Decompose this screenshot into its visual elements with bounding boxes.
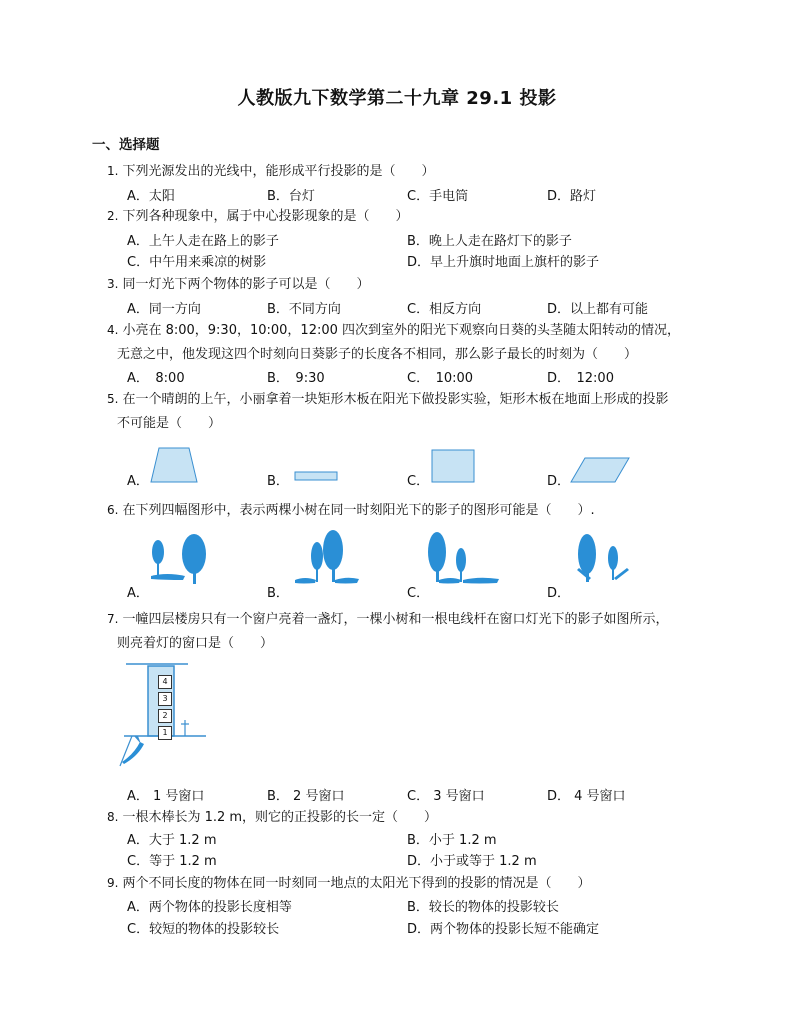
option-b[interactable]: B．较长的物体的投影较长: [407, 900, 559, 915]
option-d[interactable]: D．早上升旗时地面上旗杆的影子: [407, 255, 600, 270]
option-c[interactable]: C．等于 1.2 m: [127, 854, 217, 869]
trees-figure-d: [573, 530, 643, 590]
option-c[interactable]: C．: [407, 474, 430, 489]
option-c[interactable]: C．手电筒: [407, 189, 469, 204]
question-2-options-row2: [127, 251, 727, 273]
question-6-figures: [127, 530, 727, 600]
option-a[interactable]: A．大于 1.2 m: [127, 833, 217, 848]
question-3: [107, 273, 717, 296]
option-c[interactable]: C．中午用来乘凉的树影: [127, 255, 267, 270]
question-5-figures: [127, 440, 727, 490]
question-text-line1: 一幢四层楼房只有一个窗户亮着一盏灯，一棵小树和一根电线杆在窗口灯光下的影子如图所示，: [122, 612, 669, 627]
option-b[interactable]: B．小于 1.2 m: [407, 833, 497, 848]
option-d[interactable]: D．两个物体的投影长短不能确定: [407, 922, 600, 937]
option-a[interactable]: A．同一方向: [127, 302, 201, 317]
question-5-cont: [117, 412, 727, 435]
window-column: [158, 675, 172, 743]
option-a[interactable]: A．: [127, 474, 149, 489]
option-b[interactable]: B．: [267, 586, 289, 601]
question-number: 4.: [107, 323, 119, 337]
question-4-options: [127, 367, 727, 389]
question-6: [107, 499, 717, 522]
question-text: 一根木棒长为 1.2 m，则它的正投影的长一定（ ）: [122, 810, 438, 825]
question-7-options: [127, 785, 727, 807]
page-title: 人教版九下数学第二十九章 29.1 投影: [237, 88, 557, 109]
option-c[interactable]: C． 3 号窗口: [407, 789, 485, 804]
question-3-options: [127, 298, 727, 320]
question-7: [107, 608, 717, 631]
question-9-options-row2: [127, 918, 727, 940]
question-1: [107, 160, 717, 183]
option-d[interactable]: D．小于或等于 1.2 m: [407, 854, 537, 869]
option-a[interactable]: A．太阳: [127, 189, 175, 204]
question-text-line2: 无意之中，他发现这四个时刻向日葵影子的长度各不相同，那么影子最长的时刻为（ ）: [117, 347, 638, 362]
question-number: 1.: [107, 164, 119, 178]
question-number: 2.: [107, 209, 119, 223]
window-2: 2: [158, 709, 172, 723]
option-d[interactable]: D． 4 号窗口: [547, 789, 626, 804]
question-7-cont: [117, 632, 727, 655]
question-text: 同一灯光下两个物体的影子可以是（ ）: [122, 277, 370, 292]
question-2: [107, 205, 717, 228]
section-heading: 一、选择题: [92, 137, 160, 153]
question-text-line1: 小亮在 8:00，9:30，10:00，12:00 四次到室外的阳光下观察向日葵的头茎随太阳转动的情况，: [122, 323, 681, 338]
option-b[interactable]: B．台灯: [267, 189, 315, 204]
question-text: 下列各种现象中，属于中心投影现象的是（ ）: [122, 209, 409, 224]
option-d[interactable]: D．以上都有可能: [547, 302, 649, 317]
window-3: 3: [158, 692, 172, 706]
window-4: 4: [158, 675, 172, 689]
option-d[interactable]: D． 12:00: [547, 371, 614, 386]
option-b[interactable]: B． 2 号窗口: [267, 789, 345, 804]
option-a[interactable]: A．两个物体的投影长度相等: [127, 900, 292, 915]
question-number: 9.: [107, 876, 119, 890]
option-c[interactable]: C．相反方向: [407, 302, 482, 317]
question-5: [107, 388, 717, 411]
option-a[interactable]: A． 1 号窗口: [127, 789, 205, 804]
trapezoid-shape: [151, 448, 199, 484]
thin-rectangle-shape: [295, 472, 339, 482]
parallelogram-shape: [571, 458, 631, 484]
option-d[interactable]: D．路灯: [547, 189, 597, 204]
question-2-options-row1: [127, 230, 727, 252]
option-b[interactable]: B．晚上人走在路灯下的影子: [407, 234, 572, 249]
option-b[interactable]: B． 9:30: [267, 371, 325, 386]
question-9: [107, 872, 717, 895]
question-number: 6.: [107, 503, 119, 517]
question-number: 8.: [107, 810, 119, 824]
question-text-line2: 不可能是（ ）: [117, 416, 222, 431]
option-d[interactable]: D．: [547, 474, 571, 489]
square-shape: [432, 450, 476, 484]
trees-figure-b: [289, 530, 359, 590]
question-text: 在下列四幅图形中，表示两棵小树在同一时刻阳光下的影子的图形可能是（ ）.: [122, 503, 595, 518]
question-text-line1: 在一个晴朗的上午，小丽拿着一块矩形木板在阳光下做投影实验，矩形木板在地面上形成的投影: [122, 392, 669, 407]
option-b[interactable]: B．: [267, 474, 289, 489]
trees-figure-a: [147, 530, 217, 590]
option-a[interactable]: A．: [127, 586, 149, 601]
question-4: [107, 319, 717, 342]
question-4-cont: [117, 343, 727, 366]
question-9-options-row1: [127, 896, 727, 918]
question-text-line2: 则亮着灯的窗口是（ ）: [117, 636, 274, 651]
question-number: 3.: [107, 277, 119, 291]
option-d[interactable]: D．: [547, 586, 571, 601]
option-c[interactable]: C．较短的物体的投影较长: [127, 922, 280, 937]
question-text: 两个不同长度的物体在同一时刻同一地点的太阳光下得到的投影的情况是（ ）: [122, 876, 591, 891]
window-1: 1: [158, 726, 172, 740]
question-number: 7.: [107, 612, 119, 626]
trees-figure-c: [427, 530, 507, 590]
option-c[interactable]: C． 10:00: [407, 371, 474, 386]
question-8-options-row1: [127, 829, 727, 851]
option-c[interactable]: C．: [407, 586, 430, 601]
question-number: 5.: [107, 392, 119, 406]
question-1-options: [127, 185, 727, 207]
question-8-options-row2: [127, 850, 727, 872]
option-a[interactable]: A．上午人走在路上的影子: [127, 234, 279, 249]
question-8: [107, 806, 717, 829]
question-text: 下列光源发出的光线中，能形成平行投影的是（ ）: [122, 164, 435, 179]
option-a[interactable]: A． 8:00: [127, 371, 185, 386]
option-b[interactable]: B．不同方向: [267, 302, 341, 317]
